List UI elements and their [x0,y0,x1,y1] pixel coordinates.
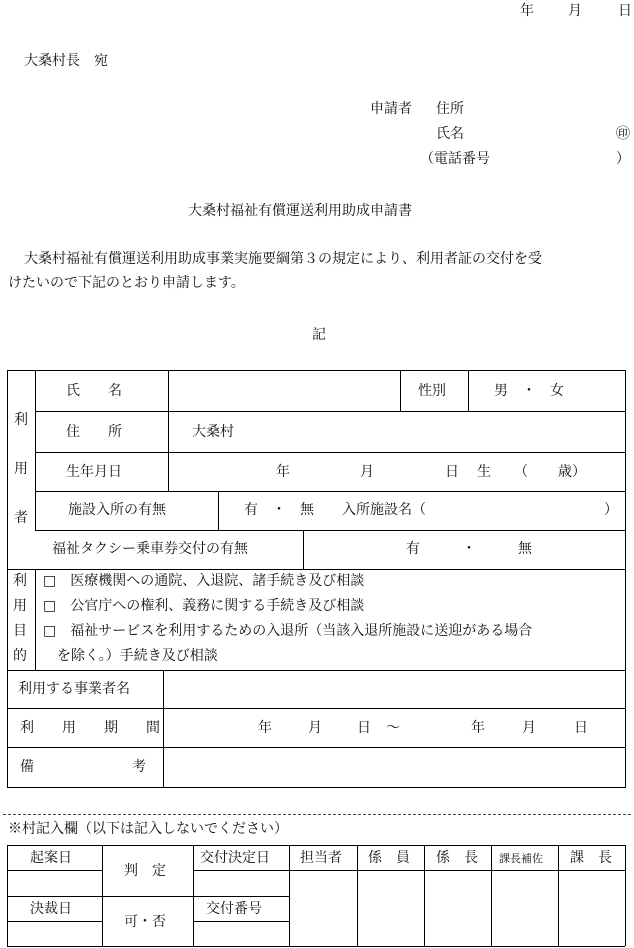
address-label: 住 所 [66,424,122,440]
purpose-side-char-3: 目 [13,623,27,639]
kahi-label[interactable]: 可・否 [124,914,166,930]
gender-label: 性別 [418,383,446,399]
facility-name-close: ） [604,502,618,518]
body-text-line2: けたいので下記のとおり申請します。 [8,275,245,291]
remarks-label: 備 考 [20,759,146,775]
kakaricho-label: 係 長 [436,850,478,866]
taxi-options[interactable]: 有 ・ 無 [406,541,532,557]
birth-sei-label: 生 [477,464,491,480]
birthdate-label: 生年月日 [66,464,122,480]
applicant-label: 申請者 [370,101,412,117]
birth-day-label: 日 [445,464,459,480]
date-month-label: 月 [568,3,582,19]
taxi-label: 福祉タクシー乗車券交付の有無 [52,541,248,557]
birth-month-label: 月 [360,464,374,480]
kofu-date-label: 交付決定日 [200,850,270,866]
facility-label: 施設入所の有無 [68,502,166,518]
date-year-label: 年 [520,3,534,19]
kakariin-label: 係 員 [368,850,410,866]
facility-options[interactable]: 有 ・ 無 [244,502,314,518]
name-field[interactable] [170,373,398,409]
period-start-year: 年 [258,720,272,736]
business-operator-label: 利用する事業者名 [18,681,130,697]
age-label: 歳） [558,464,586,480]
seal-mark: ㊞ [616,126,630,142]
document-title: 大桑村福祉有償運送利用助成申請書 [188,203,412,219]
kian-date-label: 起案日 [30,850,72,866]
kofu-number-label: 交付番号 [206,901,262,917]
purpose-side-char-1: 利 [13,573,27,589]
address-value[interactable]: 大桑村 [192,424,234,440]
user-side-char-1: 利 [14,412,28,428]
period-end-year: 年 [471,720,485,736]
purpose-checkbox-item-1[interactable]: □ 医療機関への通院、入退院、諸手続き及び相談 [43,573,365,589]
office-use-note: ※村記入欄（以下は記入しないでください） [8,821,288,837]
kacho-label: 課 長 [570,850,612,866]
ki-heading: 記 [312,327,326,343]
user-side-char-2: 用 [14,461,28,477]
body-text-line1: 大桑村福祉有償運送利用助成事業実施要綱第３の規定により、利用者証の交付を受 [24,251,542,267]
kessai-date-label: 決裁日 [30,901,72,917]
birth-year-label: 年 [276,464,290,480]
purpose-side-char-2: 用 [13,598,27,614]
period-tilde: ～ [386,720,400,736]
period-start-day: 日 [357,720,371,736]
kacho-hosa-label: 課長補佐 [499,852,543,865]
name-label: 氏 名 [66,383,122,399]
applicant-address-label: 住所 [436,101,464,117]
user-side-char-3: 者 [14,510,28,526]
addressee: 大桑村長 宛 [24,53,108,69]
purpose-checkbox-item-3[interactable]: □ 福祉サービスを利用するための入退所（当該入退所施設に送迎がある場合 [43,623,533,639]
period-start-month: 月 [308,720,322,736]
period-end-month: 月 [522,720,536,736]
gender-options[interactable]: 男 ・ 女 [494,383,564,399]
purpose-checkbox-item-3-cont: を除く。）手続き及び相談 [43,648,218,664]
date-day-label: 日 [618,3,632,19]
period-end-day: 日 [574,720,588,736]
separator-line [3,814,631,815]
birth-open-paren: （ [514,464,528,480]
applicant-name-label: 氏名 [436,126,464,142]
period-label: 利 用 期 間 [20,720,160,736]
remarks-field[interactable] [166,750,622,784]
phone-close: ） [616,151,630,167]
hantei-label: 判 定 [124,863,166,879]
purpose-checkbox-item-2[interactable]: □ 公官庁への権利、義務に関する手続き及び相談 [43,598,365,614]
business-operator-field[interactable] [166,672,622,706]
purpose-side-char-4: 的 [13,648,27,664]
facility-name-label: 入所施設名（ [342,502,426,518]
phone-label: （電話番号 [420,151,490,167]
tantousha-label: 担当者 [300,850,342,866]
